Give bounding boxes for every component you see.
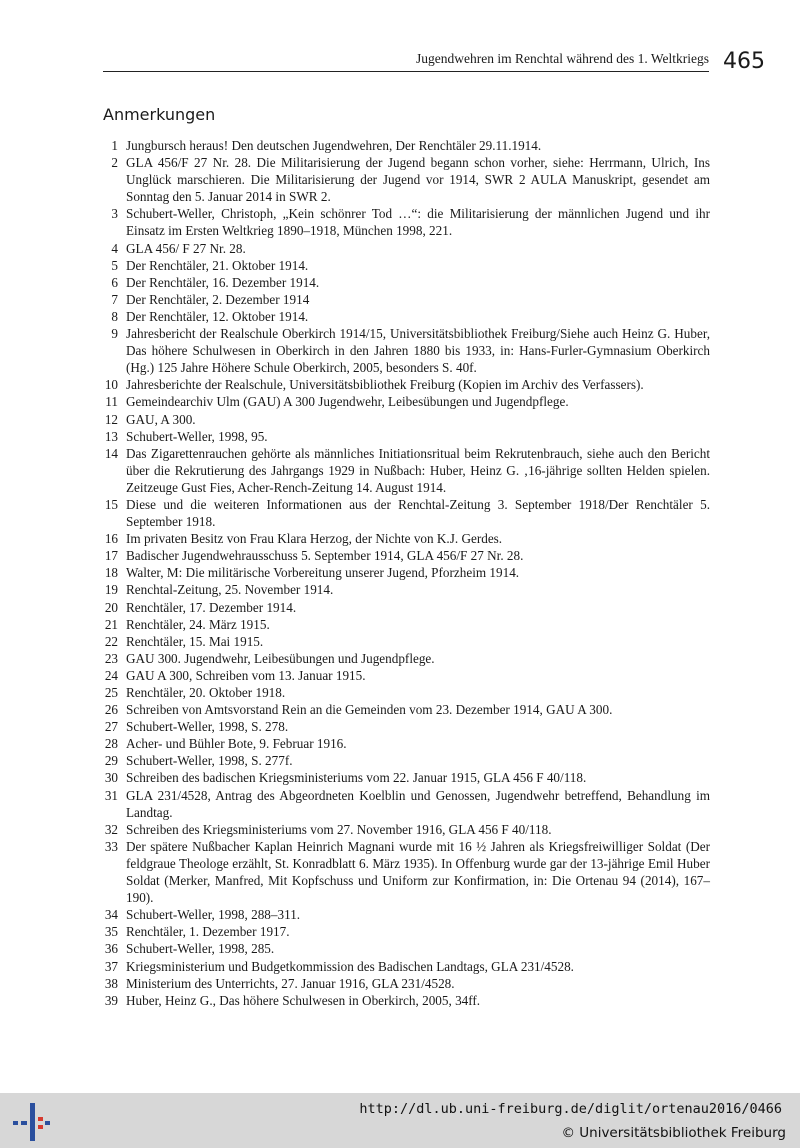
ub-freiburg-logo-icon [11,1101,51,1143]
endnote-text: Jahresberichte der Realschule, Universitätsbibliothek Freiburg (Kopien im Archiv des Verfassers). [126,377,644,393]
endnote-text: Schubert-Weller, 1998, S. 278. [126,719,289,735]
endnote-text: Schreiben des Kriegsministeriums vom 27. November 1916, GLA 456 F 40/118. [126,821,552,837]
footer-bar [0,1093,800,1148]
endnote-text: Renchtäler, 15. Mai 1915. [126,633,264,649]
endnote-number: 29 [104,753,118,769]
endnote-item [98,906,710,923]
endnote-item [98,137,710,154]
endnote-item [98,821,710,838]
endnote-text: GAU, A 300. [126,411,196,427]
endnote-item [98,393,710,410]
endnote-item [98,633,710,650]
endnote-item [98,257,710,274]
endnote-number: 16 [104,531,118,547]
endnote-text: Ministerium des Unterrichts, 27. Januar 1916, GLA 231/4528. [126,975,455,991]
endnote-number: 9 [111,326,118,342]
endnote-item [98,787,710,821]
endnote-text: Der Renchtäler, 16. Dezember 1914. [126,274,320,290]
endnote-text: Walter, M: Die militärische Vorbereitung unserer Jugend, Pforzheim 1914. [126,565,520,581]
endnote-number: 5 [111,257,118,273]
endnote-item [98,428,710,445]
endnote-number: 22 [104,633,118,649]
endnote-number: 8 [111,308,118,324]
endnote-item [98,496,710,530]
endnote-text: Huber, Heinz G., Das höhere Schulwesen in Oberkirch, 2005, 34ff. [126,992,481,1008]
endnote-item [98,308,710,325]
endnotes-list [98,137,710,1009]
endnote-number: 11 [105,394,118,410]
section-heading: Anmerkungen [103,105,216,124]
endnote-text: Gemeindearchiv Ulm (GAU) A 300 Jugendwehr, Leibesübungen und Jugendpflege. [126,394,569,410]
endnote-number: 19 [104,582,118,598]
endnote-text: GLA 456/F 27 Nr. 28. Die Militarisierung der Jugend begann schon vorher, siehe: Herrmann, Ulrich, Ins Unglück marschieren. Die Militarisierung der Jugend vor 1914, SWR 2 AULA Manuskript, gesendet am Sonntag den 5. Januar 2014 in SWR 2. [126,155,710,205]
endnote-number: 21 [104,616,118,632]
endnote-item [98,240,710,257]
endnote-number: 31 [104,787,118,803]
endnote-item [98,975,710,992]
endnote-text: Renchtäler, 17. Dezember 1914. [126,599,297,615]
endnote-number: 35 [104,924,118,940]
endnote-item [98,599,710,616]
endnote-number: 26 [104,702,118,718]
endnote-number: 18 [104,565,118,581]
endnote-text: Kriegsministerium und Budgetkommission des Badischen Landtags, GLA 231/4528. [126,958,574,974]
endnote-number: 14 [104,445,118,461]
endnote-item [98,411,710,428]
endnote-item [98,940,710,957]
endnote-text: Schubert-Weller, Christoph, „Kein schönrer Tod …“: die Militarisierung der männlichen Jugend und ihr Einsatz im Ersten Weltkrieg 1890–1918, München 1998, 221. [126,206,710,239]
endnote-number: 28 [104,736,118,752]
endnote-number: 4 [111,240,118,256]
endnote-item [98,923,710,940]
endnote-item [98,325,710,376]
endnote-item [98,376,710,393]
endnote-number: 7 [111,291,118,307]
endnote-item [98,838,710,906]
endnote-number: 38 [104,975,118,991]
endnote-text: Diese und die weiteren Informationen aus der Renchtal-Zeitung 3. September 1918/Der Renchtäler 5. September 1918. [126,496,710,530]
endnote-number: 27 [104,719,118,735]
endnote-text: Der spätere Nußbacher Kaplan Heinrich Magnani wurde mit 16 ½ Jahren als Kriegsfreiwilliger Soldat (Der feldgraue Theologe erzählt, St. Konradblatt 6. März 1935). In Offenburg wurde gar der 13-jährige Emil Huber Soldat (Merker, Manfred, Mit Kopfschuss und Uniform zur Konfirmation, in: Die Ortenau 94 (2014), 167–190). [126,838,710,906]
endnote-text: Schubert-Weller, 1998, 95. [126,428,268,444]
endnote-text: Der Renchtäler, 2. Dezember 1914 [126,291,310,307]
endnote-text: Renchtäler, 20. Oktober 1918. [126,685,286,700]
endnote-text: Schubert-Weller, 1998, S. 277f. [126,753,293,769]
endnote-text: Badischer Jugendwehrausschuss 5. September 1914, GLA 456/F 27 Nr. 28. [126,548,524,564]
endnote-number: 1 [111,138,118,153]
endnote-item [98,581,710,598]
endnote-number: 2 [111,155,118,171]
endnote-item [98,205,710,239]
endnote-text: Schreiben des badischen Kriegsministeriums vom 22. Januar 1915, GLA 456 F 40/118. [126,770,587,786]
endnote-number: 3 [111,206,118,222]
endnote-number: 39 [104,992,118,1008]
endnote-number: 15 [104,496,118,512]
endnote-number: 33 [104,838,118,854]
endnote-item [98,530,710,547]
endnote-item [98,718,710,735]
endnote-text: GLA 231/4528, Antrag des Abgeordneten Koelblin und Genossen, Jugendwehr betreffend, Behandlung im Landtag. [126,787,710,820]
endnote-number: 25 [104,685,118,700]
endnote-item [98,274,710,291]
endnote-item [98,958,710,975]
endnote-item [98,992,710,1009]
endnote-text: GLA 456/ F 27 Nr. 28. [126,240,246,256]
endnote-item [98,701,710,718]
source-url-link[interactable]: http://dl.ub.uni-freiburg.de/diglit/ortenau2016/0466 [359,1101,782,1117]
endnote-number: 32 [104,821,118,837]
endnote-item [98,154,710,205]
copyright-notice: © Universitätsbibliothek Freiburg [561,1125,786,1141]
endnote-item [98,564,710,581]
endnote-text: GAU A 300, Schreiben vom 13. Januar 1915. [126,667,366,683]
endnote-item [98,684,710,701]
endnote-number: 23 [104,650,118,666]
endnote-text: Das Zigarettenrauchen gehörte als männliches Initiationsritual beim Rekrutenbrauch, siehe auch den Bericht über die Rekrutierung des Jahrgangs 1929 in Nußbach: Huber, Heinz G. ‚16-jährige sollten Helden spielen. Zeitzeuge Gust Fies, Acher-Rench-Zeitung 14. August 1914. [126,445,710,495]
endnote-text: Der Renchtäler, 21. Oktober 1914. [126,257,309,273]
running-head [103,50,709,72]
endnote-text: Schubert-Weller, 1998, 285. [126,941,275,957]
endnote-text: Der Renchtäler, 12. Oktober 1914. [126,308,309,324]
endnote-item [98,650,710,667]
endnote-item [98,769,710,786]
running-title: Jugendwehren im Renchtal während des 1. Weltkriegs [416,51,709,66]
endnote-number: 36 [104,941,118,957]
endnote-text: Jahresbericht der Realschule Oberkirch 1914/15, Universitätsbibliothek Freiburg/Siehe auch Heinz G. Huber, Das höhere Schulwesen in Oberkirch in den Jahren 1880 bis 1933, in: Hans-Furler-Gymnasium Oberkirch (Hg.) 125 Jahre Höhere Schule Oberkirch, 2005, besonders S. 40f. [126,326,710,376]
endnote-number: 10 [104,377,118,393]
endnote-number: 12 [104,411,118,427]
endnote-text: Renchtäler, 24. März 1915. [126,616,270,632]
endnote-item [98,291,710,308]
endnote-text: Im privaten Besitz von Frau Klara Herzog, der Nichte von K.J. Gerdes. [126,531,503,547]
endnote-number: 17 [104,548,118,564]
page-number: 465 [723,49,765,74]
endnote-number: 37 [104,958,118,974]
endnote-text: Schubert-Weller, 1998, 288–311. [126,907,301,923]
endnote-text: Renchtal-Zeitung, 25. November 1914. [126,582,334,598]
endnote-text: GAU 300. Jugendwehr, Leibesübungen und Jugendpflege. [126,650,435,666]
endnote-number: 30 [104,770,118,786]
endnote-number: 34 [104,907,118,923]
endnote-text: Schreiben von Amtsvorstand Rein an die Gemeinden vom 23. Dezember 1914, GAU A 300. [126,702,613,718]
endnote-text: Acher- und Bühler Bote, 9. Februar 1916. [126,736,347,752]
endnote-number: 20 [104,599,118,615]
endnote-item [98,616,710,633]
endnote-text: Renchtäler, 1. Dezember 1917. [126,924,290,940]
endnote-number: 13 [104,428,118,444]
endnote-item [98,752,710,769]
endnote-item [98,445,710,496]
endnote-item [98,547,710,564]
endnote-item [98,735,710,752]
endnote-item [98,667,710,684]
endnote-number: 24 [104,667,118,683]
endnote-text: Jungbursch heraus! Den deutschen Jugendwehren, Der Renchtäler 29.11.1914. [126,138,542,153]
endnote-number: 6 [111,274,118,290]
